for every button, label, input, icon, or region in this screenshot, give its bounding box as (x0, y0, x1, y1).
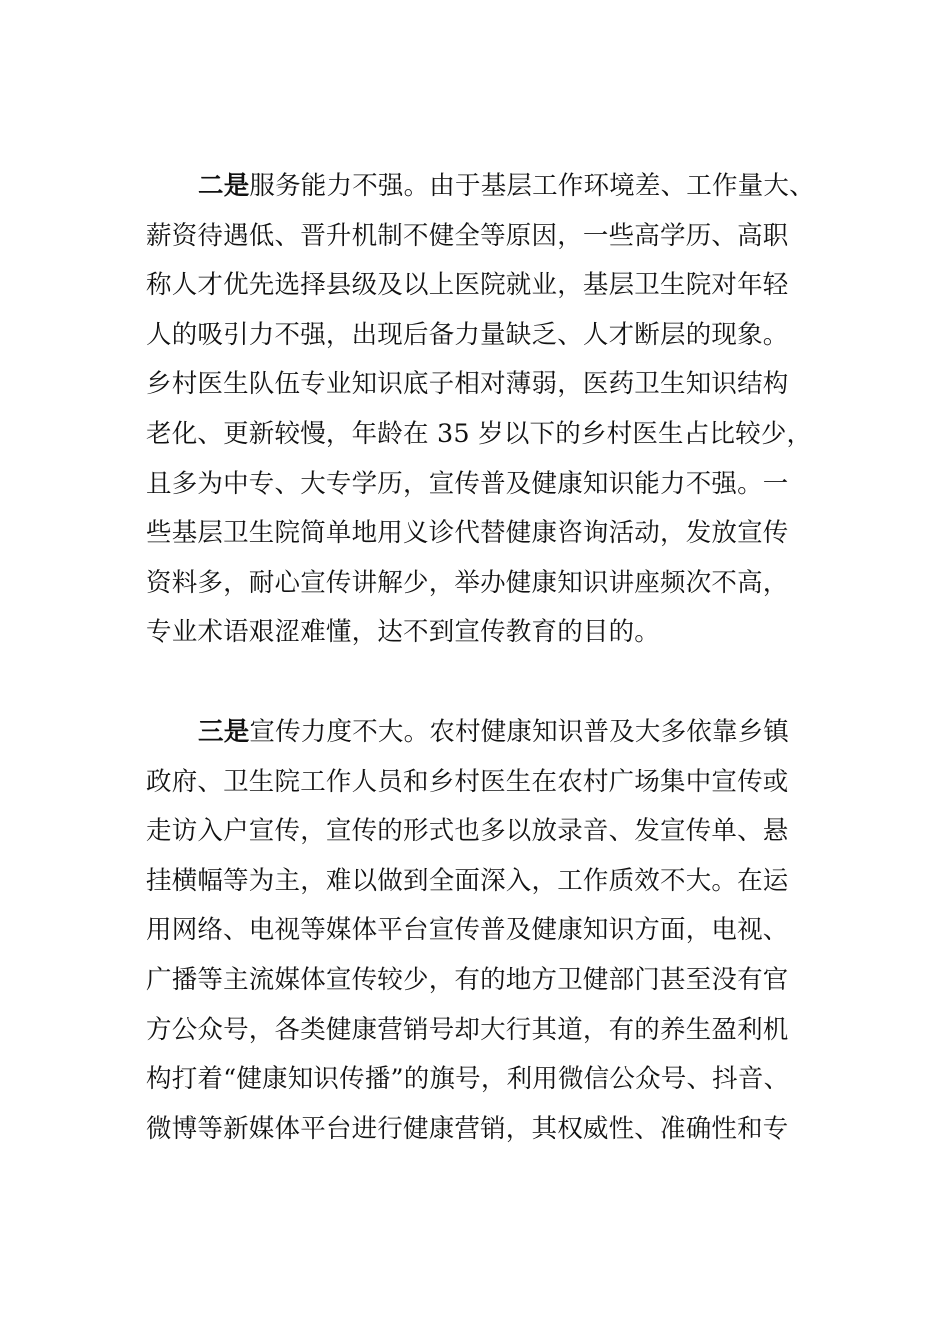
text-line: 些基层卫生院简单地用义诊代替健康咨询活动，发放宣传 (146, 518, 789, 549)
text-line: 走访入户宣传，宣传的形式也多以放录音、发宣传单、悬 (146, 816, 789, 847)
text-line: 称人才优先选择县级及以上医院就业，基层卫生院对年轻 (146, 270, 789, 301)
text-line: 人的吸引力不强，出现后备力量缺乏、人才断层的现象。 (146, 319, 789, 350)
paragraph-spacer (146, 658, 806, 708)
paragraph-lead: 三是 (198, 716, 250, 747)
text-line: 广播等主流媒体宣传较少，有的地方卫健部门甚至没有官 (146, 964, 789, 995)
text-line: 挂横幅等为主，难以做到全面深入，工作质效不大。在运 (146, 865, 789, 896)
text-line: 微博等新媒体平台进行健康营销，其权威性、准确性和专 (146, 1113, 789, 1144)
text-line: 老化、更新较慢，年龄在 35 岁以下的乡村医生占比较少， (146, 418, 813, 449)
text-line: 构打着“健康知识传播”的旗号，利用微信公众号、抖音、 (146, 1064, 790, 1095)
text-line: 政府、卫生院工作人员和乡村医生在农村广场集中宣传或 (146, 766, 789, 797)
text-line: 用网络、电视等媒体平台宣传普及健康知识方面，电视、 (146, 915, 789, 946)
document-page (146, 162, 815, 1154)
text-line: 服务能力不强。由于基层工作环境差、工作量大、 (249, 171, 815, 201)
paragraph-first-line (146, 708, 806, 758)
text-line: 宣传力度不大。农村健康知识普及大多依靠乡镇 (249, 716, 790, 747)
paragraph-lead: 二是 (198, 171, 250, 201)
text-line: 且多为中专、大专学历，宣传普及健康知识能力不强。一 (146, 468, 789, 499)
paragraph-service-capacity (146, 162, 815, 658)
paragraph-first-line (146, 162, 815, 212)
text-line: 乡村医生队伍专业知识底子相对薄弱，医药卫生知识结构 (146, 369, 789, 400)
text-line: 方公众号，各类健康营销号却大行其道，有的养生盈利机 (146, 1014, 789, 1045)
text-line: 专业术语艰涩难懂，达不到宣传教育的目的。 (146, 617, 661, 648)
text-line: 薪资待遇低、晋升机制不健全等原因，一些高学历、高职 (146, 220, 789, 251)
text-line: 资料多，耐心宣传讲解少，举办健康知识讲座频次不高， (146, 567, 789, 598)
paragraph-publicity-strength (146, 708, 806, 1154)
